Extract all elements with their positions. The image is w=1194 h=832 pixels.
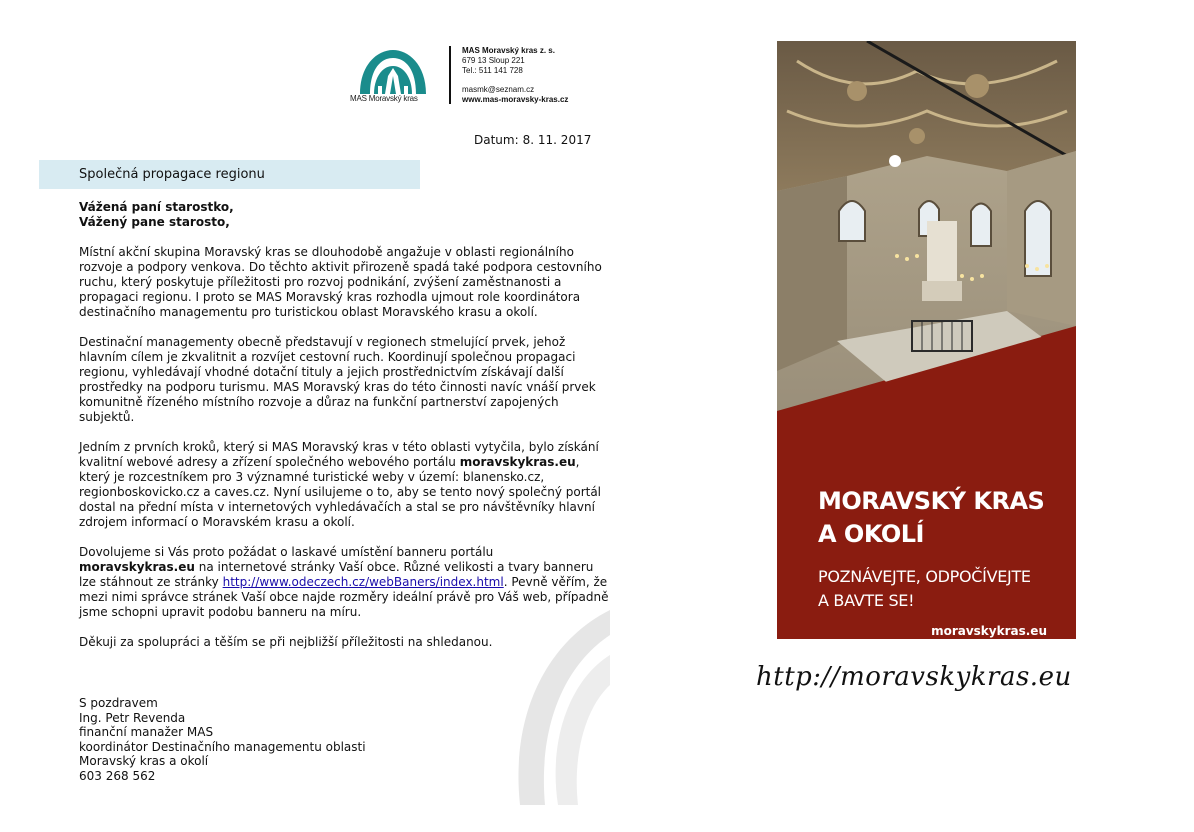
date-label: Datum:: [474, 133, 519, 147]
p4-text-b: na internetové stránky Vaší obce. Různé velikosti a tvary banneru lze stáhnout ze stránky: [79, 560, 594, 589]
signature-role: finanční manažer MAS: [79, 725, 214, 739]
signature-role: koordinátor Destinačního managementu oblasti: [79, 739, 366, 754]
handwritten-portal-url[interactable]: http://moravskykras.eu: [756, 662, 1072, 692]
banner-title-line-1: MORAVSKÝ KRAS: [818, 487, 1045, 515]
salutation-female: Vážená paní starostko,: [79, 200, 234, 214]
logo-caption: MAS Moravský kras: [350, 94, 418, 103]
header-divider: [449, 46, 451, 104]
p4-text-a: Dovolujeme si Vás proto požádat o laskavé umístění banneru portálu: [79, 545, 494, 559]
watermark-swoosh: [500, 610, 610, 805]
org-address: 679 13 Sloup 221: [462, 56, 525, 65]
org-name: MAS Moravský kras z. s.: [462, 46, 555, 55]
banner-subtitle-line-1: POZNÁVEJTE, ODPOČÍVEJTE: [818, 567, 1031, 586]
promo-banner[interactable]: [777, 41, 1076, 639]
letter-body: [79, 200, 609, 650]
salutation-male: Vážený pane starosto,: [79, 215, 230, 229]
banner-subtitle: [818, 565, 1031, 613]
banner-subtitle-line-2: A BAVTE SE!: [818, 591, 915, 610]
p4-portal-name: moravskykras.eu: [79, 560, 195, 574]
banner-title: [818, 485, 1044, 551]
org-email[interactable]: masmk@seznam.cz: [462, 85, 535, 94]
signature-name: Ing. Petr Revenda: [79, 710, 186, 725]
org-web[interactable]: www.mas-moravsky-kras.cz: [462, 95, 569, 104]
p3-text-a: Jedním z prvních kroků, který si MAS Moravský kras v této oblasti vytyčila, bylo získání kvalitní webové adresy a zřízení společného webového portálu: [79, 440, 599, 469]
signature-phone: 603 268 562: [79, 768, 156, 783]
paragraph-thanks: Děkuji za spolupráci a těším se při nejbližší příležitosti na shledanou.: [79, 635, 493, 649]
date-value: 8. 11. 2017: [522, 133, 592, 147]
p3-text-b: , který je rozcestníkem pro 3 významné turistické weby v území: blanensko.cz, regionboskovicko.cz a caves.cz. Nyní usilujeme o to, aby se tento nový společný portál dostal na přední místa v internetových vyhledávačích a stal se pro návštěvníky hlavní zdrojem informací o Moravském krasu a okolí.: [79, 455, 602, 529]
paragraph-destination-management: Destinační managementy obecně představují v regionech stmelující prvek, jehož hlavním cílem je zkvalitnit a rozvíjet cestovní ruch. Koordinují společnou propagaci regionu, vyhledávají vhodné dotační tituly a jejich prostřednictvím získávají další prostředky na podporu turismu. MAS Moravský kras do této činnosti navíc vnáší prvek komunitně řízeného místního rozvoje a důraz na funkční partnerství zapojených subjektů.: [79, 335, 596, 424]
paragraph-portal: [79, 440, 609, 530]
p3-portal-name: moravskykras.eu: [459, 455, 576, 469]
banner-title-line-2: A OKOLÍ: [818, 520, 924, 548]
paragraph-intro: Místní akční skupina Moravský kras se dlouhodobě angažuje v oblasti regionálního rozvoje a podpory venkova. Do těchto aktivit přirozeně spadá také podpora cestovního ruchu, který poskytuje příležitosti pro rozvoj podnikání, zvýšení zaměstnanosti a propagaci regionu. I proto se MAS Moravský kras rozhodla ujmout role koordinátora destinačního managementu pro turistickou oblast Moravského krasu a okolí.: [79, 245, 602, 319]
banner-url[interactable]: moravskykras.eu: [931, 624, 1047, 638]
subject-bar: [39, 160, 420, 189]
subject-title: Společná propagace regionu: [79, 167, 265, 182]
signature-closing: S pozdravem: [79, 696, 158, 710]
org-phone: Tel.: 511 141 728: [462, 66, 523, 75]
date-line: [474, 133, 591, 147]
banner-download-link[interactable]: http://www.odeczech.cz/webBaners/index.html: [222, 575, 504, 589]
signature-role: Moravský kras a okolí: [79, 754, 209, 768]
p4-text-c: . Pevně věřím, že mezi nimi správce stránek Vaší obce najde rozměry ideální právě pro Váš web, případně jsme schopni upravit podobu banneru na míru.: [79, 575, 609, 619]
signature-block: [79, 696, 366, 783]
organization-contact: [462, 46, 568, 105]
paragraph-banner-request: [79, 545, 609, 620]
